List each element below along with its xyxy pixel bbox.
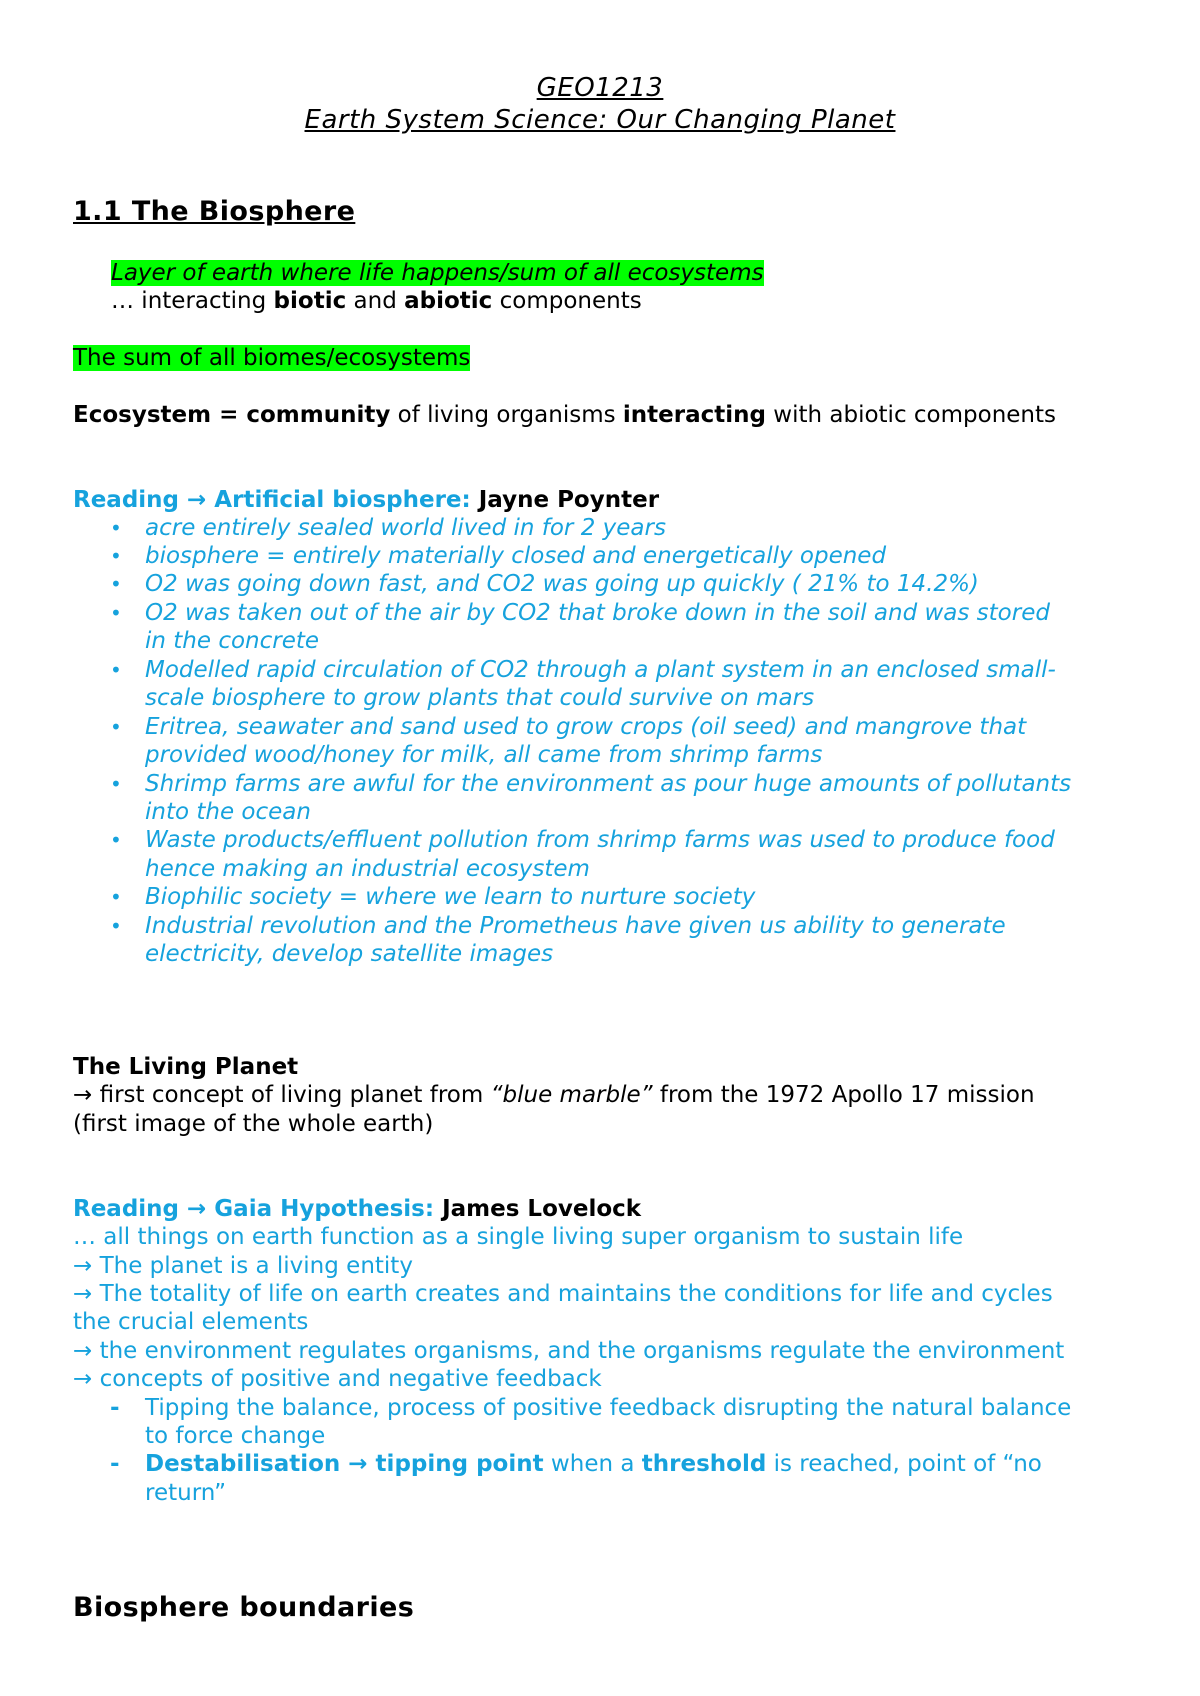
bullet-icon: • [110,516,122,540]
bullet-icon: • [110,658,122,682]
course-title: Earth System Science: Our Changing Planet [304,105,896,135]
living-planet-line-2: (first image of the whole earth) [73,1111,434,1137]
list-item: Waste products/effluent pollution from shrimp farms was used to produce food [145,827,1055,853]
bullet-icon: • [110,914,122,938]
list-item-continuation: scale biosphere to grow plants that could survive on mars [145,685,815,711]
bullet-icon: • [110,572,122,596]
biosphere-boundaries-heading: Biosphere boundaries [73,1592,415,1623]
list-item: Shrimp farms are awful for the environment as pour huge amounts of pollutants [145,771,1072,797]
list-item: biosphere = entirely materially closed and energetically opened [145,543,887,569]
list-item: O2 was going down fast, and CO2 was going up quickly ( 21% to 14.2%) [145,571,979,597]
biosphere-components: … interacting biotic and abiotic components [111,288,642,314]
list-item-continuation: provided wood/honey for milk, all came from shrimp farms [145,742,823,768]
gaia-subitem: Destabilisation → tipping point when a threshold is reached, point of “no [145,1451,1042,1477]
gaia-subitem: Tipping the balance, process of positive feedback disrupting the natural balance [145,1395,1072,1421]
list-item-continuation: hence making an industrial ecosystem [145,856,590,882]
biosphere-definition: Layer of earth where life happens/sum of all ecosystems [111,260,764,286]
dash-bullet-icon: - [110,1395,120,1421]
list-item-continuation: into the ocean [145,799,311,825]
list-item: O2 was taken out of the air by CO2 that broke down in the soil and was stored [145,600,1050,626]
list-item: Industrial revolution and the Prometheus have given us ability to generate [145,913,1006,939]
gaia-subitem-continuation: return” [145,1480,226,1506]
bullet-icon: • [110,772,122,796]
section-heading-biosphere: 1.1 The Biosphere [73,196,356,227]
bullet-icon: • [110,715,122,739]
reading-artificial-biosphere: Reading → Artificial biosphere: Jayne Poynter [73,487,660,513]
gaia-line: the crucial elements [73,1309,309,1335]
dash-bullet-icon: - [110,1451,120,1477]
course-code: GEO1213 [536,73,664,103]
gaia-line: → The totality of life on earth creates and maintains the conditions for life and cycles [73,1281,1053,1307]
living-planet-heading: The Living Planet [73,1054,299,1080]
list-item-continuation: electricity, develop satellite images [145,941,554,967]
gaia-line: → the environment regulates organisms, and the organisms regulate the environment [73,1338,1065,1364]
gaia-line: → concepts of positive and negative feedback [73,1366,602,1392]
list-item: Modelled rapid circulation of CO2 through a plant system in an enclosed small- [145,657,1056,683]
list-item: Biophilic society = where we learn to nurture society [145,884,756,910]
list-item-continuation: in the concrete [145,628,320,654]
bullet-icon: • [110,601,122,625]
bullet-icon: • [110,885,122,909]
sum-of-biomes: The sum of all biomes/ecosystems [73,345,471,371]
gaia-line: … all things on earth function as a single living super organism to sustain life [73,1224,964,1250]
gaia-line: → The planet is a living entity [73,1253,413,1279]
reading-gaia-hypothesis: Reading → Gaia Hypothesis: James Lovelock [73,1196,642,1222]
ecosystem-definition: Ecosystem = community of living organisms interacting with abiotic components [73,402,1057,428]
bullet-icon: • [110,828,122,852]
bullet-icon: • [110,544,122,568]
list-item: Eritrea, seawater and sand used to grow crops (oil seed) and mangrove that [145,714,1027,740]
living-planet-line-1: → first concept of living planet from “blue marble” from the 1972 Apollo 17 mission [73,1082,1035,1108]
list-item: acre entirely sealed world lived in for 2 years [145,515,666,541]
gaia-subitem-continuation: to force change [145,1423,326,1449]
